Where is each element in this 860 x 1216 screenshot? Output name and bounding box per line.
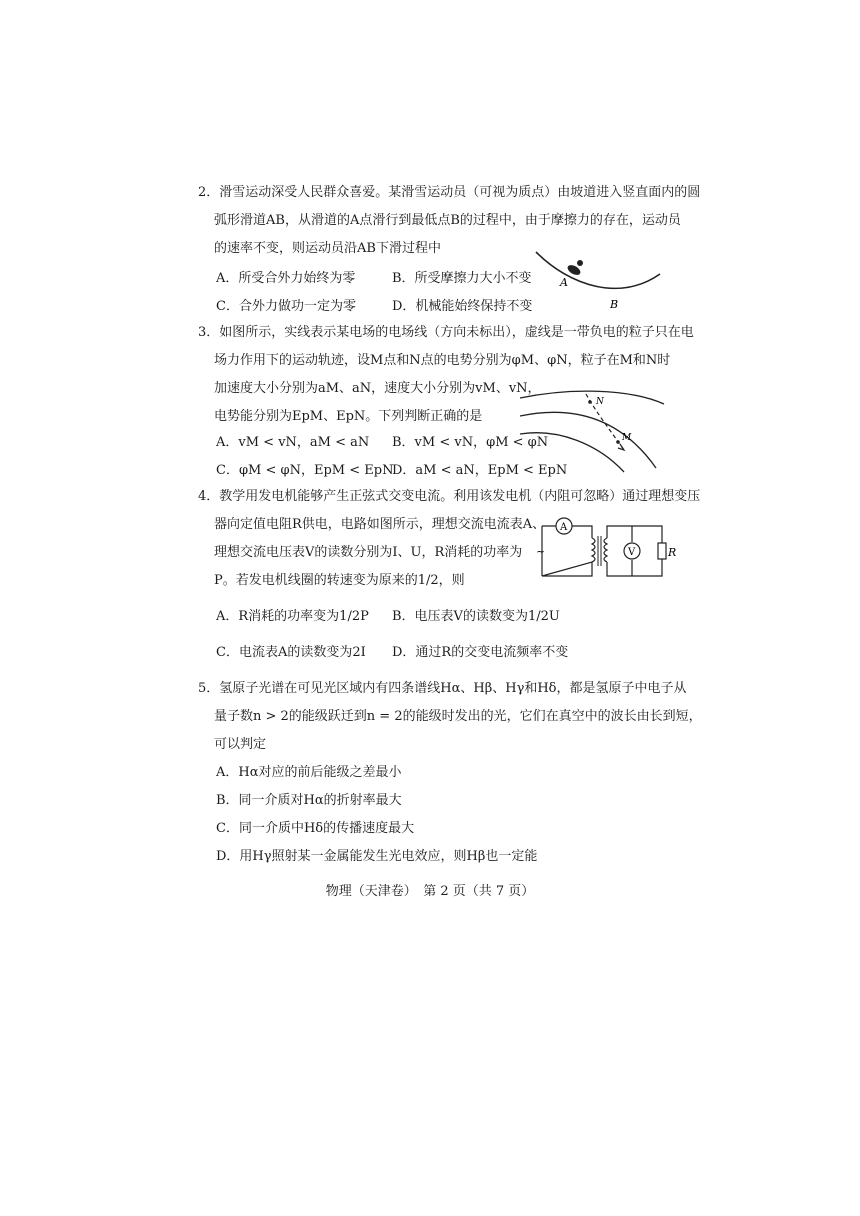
q3-line-1: 3．如图所示，实线表示某电场的电场线（方向未标出），虚线是一带负电的粒子只在电 <box>198 325 694 340</box>
q3-option-a: A．vM < vN，aM < aN <box>216 435 370 450</box>
q2-line-1: 2．滑雪运动深受人民群众喜爱。某滑雪运动员（可视为质点）由坡道进入竖直面内的圆 <box>198 185 701 200</box>
q3-line-3: 加速度大小分别为aM、aN，速度大小分别为vM、vN， <box>214 381 541 396</box>
q2-option-d: D．机械能始终保持不变 <box>392 299 533 314</box>
voltmeter-label: V <box>628 547 636 558</box>
q2-line-2: 弧形滑道AB，从滑道的A点滑行到最低点B的过程中，由于摩擦力的存在，运动员 <box>214 213 681 228</box>
ac-source-symbol: ~ <box>536 545 546 558</box>
page-footer: 物理（天津卷） 第 2 页（共 7 页） <box>325 884 535 899</box>
q3-label-n: N <box>596 397 604 407</box>
q3-option-d: D．aM < aN，EpM < EpN <box>392 463 568 478</box>
q5-line-1: 5．氢原子光谱在可见光区域内有四条谱线Hα、Hβ、Hγ和Hδ，都是氢原子中电子从 <box>198 681 687 696</box>
q3-option-c: C．φM < φN，EpM < EpN <box>216 463 394 478</box>
q2-arc-track-figure <box>530 246 670 312</box>
q4-option-d: D．通过R的交变电流频率不变 <box>392 645 569 660</box>
resistor-icon <box>658 543 666 559</box>
q2-label-b: B <box>610 298 619 311</box>
ammeter-label: A <box>560 522 568 533</box>
q3-line-4: 电势能分别为EpM、EpN。下列判断正确的是 <box>214 409 483 424</box>
q2-option-a: A．所受合外力始终为零 <box>216 271 356 286</box>
resistor-label: R <box>668 546 677 559</box>
q5-option-b: B．同一介质对Hα的折射率最大 <box>216 793 402 808</box>
q2-option-b: B．所受摩擦力大小不变 <box>392 271 532 286</box>
q5-line-3: 可以判定 <box>214 737 267 752</box>
q2-label-a: A <box>560 276 568 289</box>
q4-circuit-figure <box>536 516 677 584</box>
voltmeter-icon <box>624 543 640 559</box>
q3-line-2: 场力作用下的运动轨迹，设M点和N点的电势分别为φM、φN，粒子在M和N时 <box>214 353 671 368</box>
q3-field-lines-figure <box>518 382 668 474</box>
skier-icon <box>566 260 583 277</box>
q5-option-d: D．用Hγ照射某一金属能发生光电效应，则Hβ也一定能 <box>216 849 538 864</box>
ammeter-icon <box>556 518 572 534</box>
q2-line-3: 的速率不变，则运动员沿AB下滑过程中 <box>214 241 441 256</box>
q4-line-2: 器向定值电阻R供电，电路如图所示，理想交流电流表A、 <box>214 517 546 532</box>
q5-option-c: C．同一介质中Hδ的传播速度最大 <box>216 821 415 836</box>
q4-line-1: 4．教学用发电机能够产生正弦式交变电流。利用该发电机（内阻可忽略）通过理想变压 <box>198 489 701 504</box>
q5-line-2: 量子数n > 2的能级跃迁到n = 2的能级时发出的光，它们在真空中的波长由长到短， <box>214 709 702 724</box>
q3-option-b: B．vM < vN，φM < φN <box>392 435 549 450</box>
q5-option-a: A．Hα对应的前后能级之差最小 <box>216 765 402 780</box>
q2-option-c: C．合外力做功一定为零 <box>216 299 356 314</box>
q4-option-c: C．电流表A的读数变为2I <box>216 645 366 660</box>
q4-line-4: P。若发电机线圈的转速变为原来的1/2，则 <box>214 573 465 588</box>
transformer-icon <box>592 536 607 566</box>
q3-label-m: M <box>622 433 632 443</box>
q4-option-a: A．R消耗的功率变为1/2P <box>216 609 369 624</box>
q4-line-3: 理想交流电压表V的读数分别为I、U，R消耗的功率为 <box>214 545 523 560</box>
q4-option-b: B．电压表V的读数变为1/2U <box>392 609 560 624</box>
